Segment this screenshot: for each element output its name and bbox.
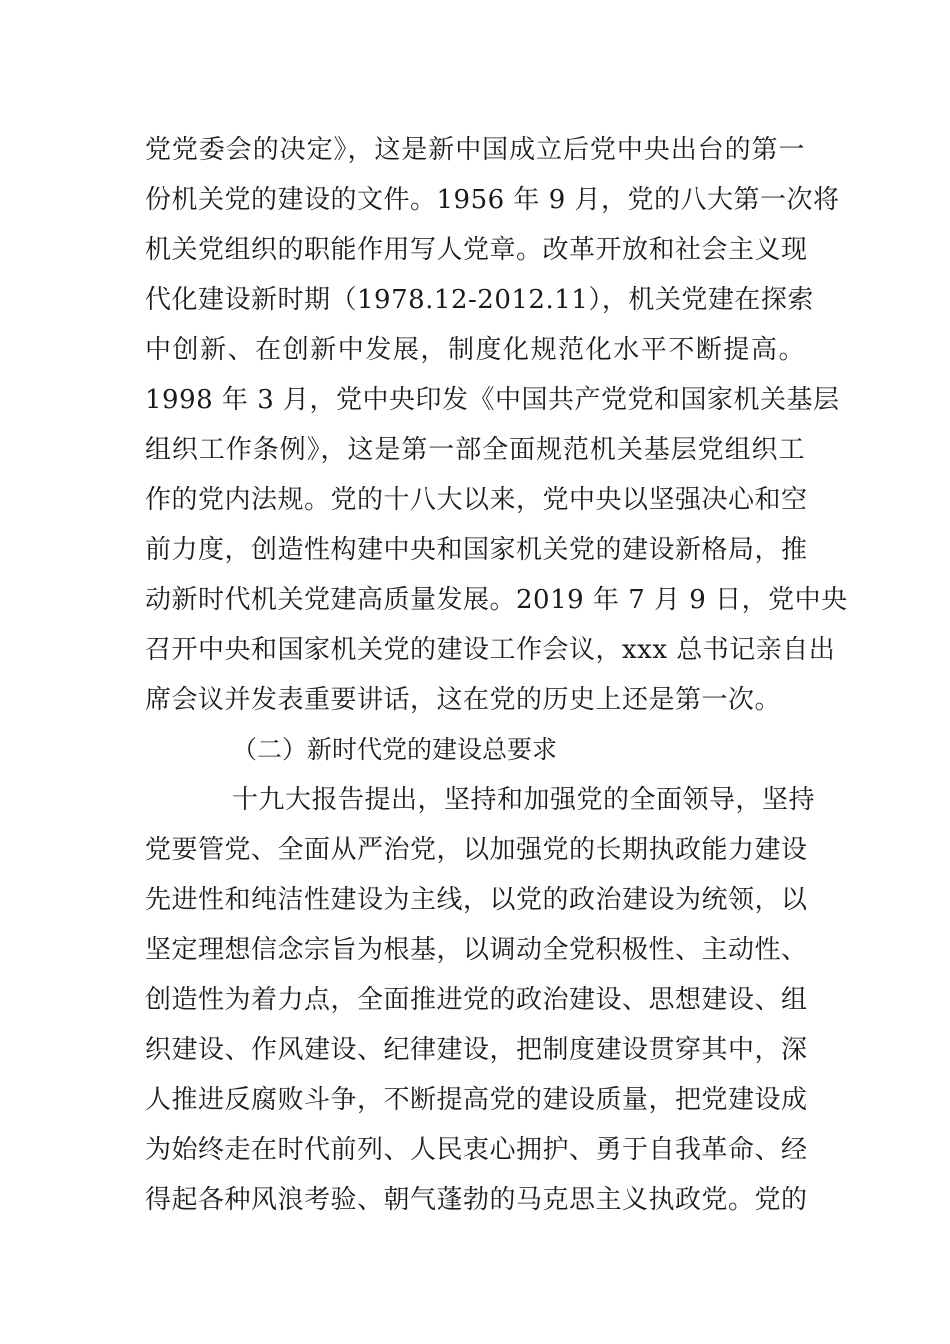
- paragraph2-line: 织建设、作风建设、纪律建设，把制度建设贯穿其中，深: [145, 1035, 808, 1065]
- paragraph2-line: 为始终走在时代前列、人民衷心拥护、勇于自我革命、经: [145, 1135, 808, 1165]
- paragraph1-line: 作的党内法规。党的十八大以来，党中央以坚强决心和空: [145, 485, 808, 515]
- paragraph2-line: 十九大报告提出，坚持和加强党的全面领导，坚持: [232, 785, 816, 815]
- paragraph1-line: 召开中央和国家机关党的建设工作会议，xxx 总书记亲自出: [145, 635, 836, 665]
- paragraph1-line: 中创新、在创新中发展，制度化规范化水平不断提高。: [145, 335, 805, 365]
- paragraph1-line: 机关党组织的职能作用写人党章。改革开放和社会主义现: [145, 235, 808, 265]
- paragraph1-line: 动新时代机关党建高质量发展。2019 年 7 月 9 日，党中央: [145, 585, 848, 615]
- paragraph1-line: 组织工作条例》，这是第一部全面规范机关基层党组织工: [145, 435, 805, 465]
- paragraph1-line: 1998 年 3 月，党中央印发《中国共产党党和国家机关基层: [145, 385, 840, 415]
- paragraph1-line: 份机关党的建设的文件。1956 年 9 月，党的八大第一次将: [145, 185, 840, 215]
- paragraph2-line: 得起各种风浪考验、朝气蓬勃的马克思主义执政党。党的: [145, 1185, 808, 1215]
- paragraph2-line: 党要管党、全面从严治党，以加强党的长期执政能力建设: [145, 835, 808, 865]
- paragraph2-line: 人推进反腐败斗争，不断提高党的建设质量，把党建设成: [145, 1085, 808, 1115]
- paragraph2-line: 创造性为着力点，全面推进党的政治建设、思想建设、组: [145, 985, 808, 1015]
- paragraph1-line: 席会议并发表重要讲话，这在党的历史上还是第一次。: [145, 685, 782, 715]
- paragraph2-line: 坚定理想信念宗旨为根基，以调动全党积极性、主动性、: [145, 935, 808, 965]
- section-heading: （二）新时代党的建设总要求: [232, 735, 558, 764]
- paragraph2-line: 先进性和纯洁性建设为主线，以党的政治建设为统领，以: [145, 885, 808, 915]
- paragraph1-line: 代化建设新时期（1978.12-2012.11），机关党建在探索: [145, 285, 814, 315]
- paragraph1-line: 前力度，创造性构建中央和国家机关党的建设新格局，推: [145, 535, 808, 565]
- paragraph1-line: 党党委会的决定》，这是新中国成立后党中央出台的第一: [145, 135, 805, 165]
